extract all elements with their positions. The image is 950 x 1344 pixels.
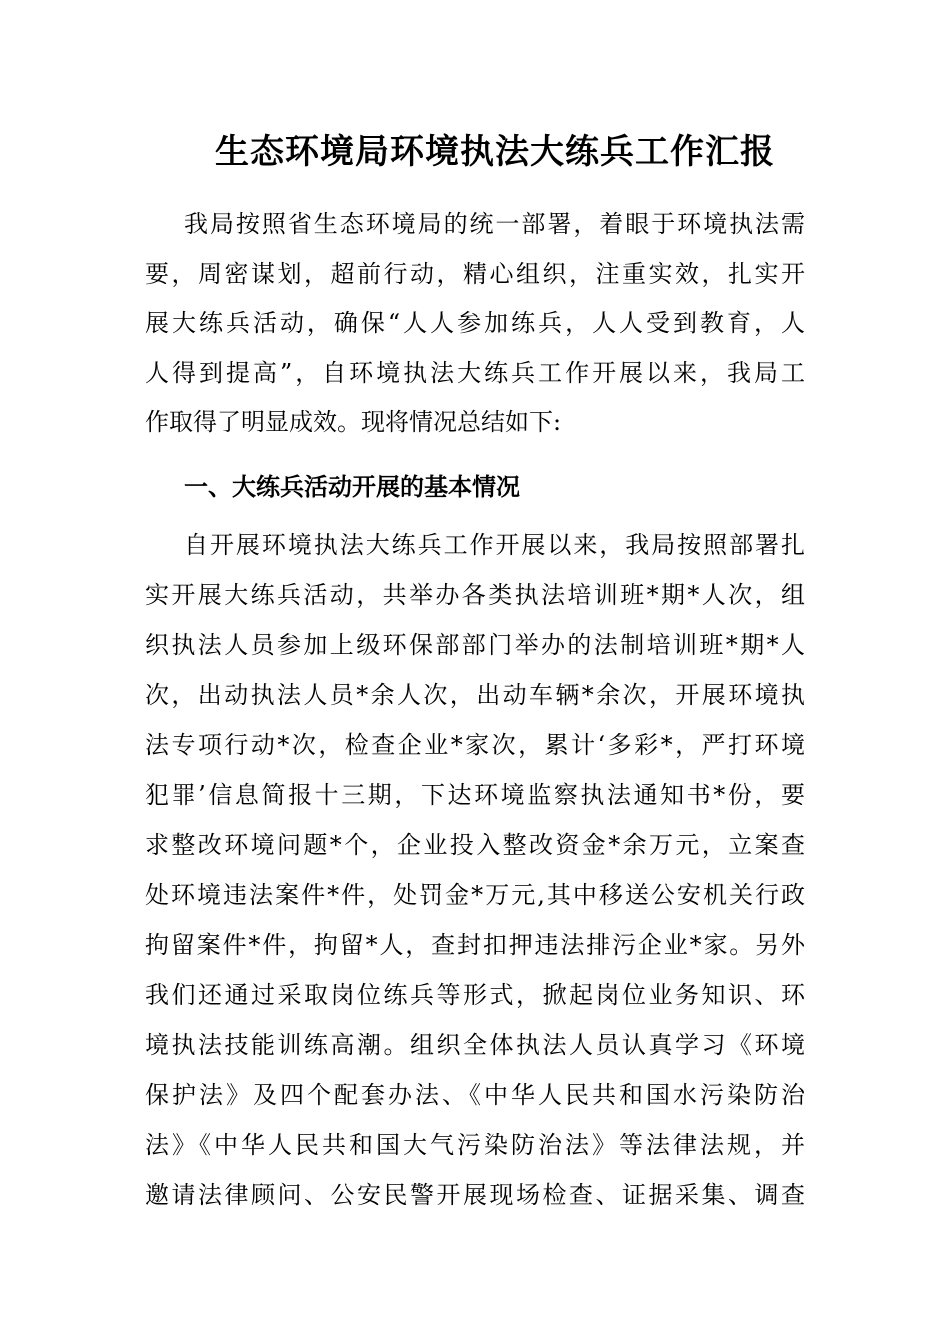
text-line: 我们还通过采取岗位练兵等形式，掀起岗位业务知识、环 xyxy=(145,981,805,1009)
text-line: 实开展大练兵活动，共举办各类执法培训班*期*人次，组 xyxy=(145,581,805,609)
text-line: 犯罪’信息简报十三期，下达环境监察执法通知书*份，要 xyxy=(145,781,805,809)
section-heading: 一、大练兵活动开展的基本情况 xyxy=(184,472,520,501)
text-line: 处环境违法案件*件，处罚金*万元,其中移送公安机关行政 xyxy=(145,881,805,909)
text-line: 邀请法律顾问、公安民警开展现场检查、证据采集、调查 xyxy=(145,1181,805,1209)
section-paragraph xyxy=(145,520,805,1220)
text-line: 保护法》及四个配套办法、《中华人民共和国水污染防治 xyxy=(145,1081,805,1109)
text-line: 人得到提高”，自环境执法大练兵工作开展以来，我局工 xyxy=(145,358,805,387)
text-line: 拘留案件*件，拘留*人，查封扣押违法排污企业*家。另外 xyxy=(145,931,805,959)
text-line: 境执法技能训练高潮。组织全体执法人员认真学习《环境 xyxy=(145,1031,805,1059)
text-line: 求整改环境问题*个，企业投入整改资金*余万元，立案查 xyxy=(145,831,805,859)
intro-paragraph xyxy=(145,200,805,448)
text-line: 要，周密谋划，超前行动，精心组织，注重实效，扎实开 xyxy=(145,259,805,288)
text-line: 次，出动执法人员*余人次，出动车辆*余次，开展环境执 xyxy=(145,681,805,709)
text-line: 法》《中华人民共和国大气污染防治法》等法律法规，并 xyxy=(145,1131,805,1159)
document-title: 生态环境局环境执法大练兵工作汇报 xyxy=(215,132,775,172)
text-line: 织执法人员参加上级环保部部门举办的法制培训班*期*人 xyxy=(145,631,805,659)
text-line: 作取得了明显成效。现将情况总结如下: xyxy=(145,408,562,436)
text-line: 自开展环境执法大练兵工作开展以来，我局按照部署扎 xyxy=(184,531,805,559)
text-line: 展大练兵活动，确保“人人参加练兵，人人受到教育，人 xyxy=(145,309,805,337)
text-line: 法专项行动*次，检查企业*家次，累计‘多彩*，严打环境 xyxy=(145,731,805,759)
text-line: 我局按照省生态环境局的统一部署，着眼于环境执法需 xyxy=(184,210,805,238)
